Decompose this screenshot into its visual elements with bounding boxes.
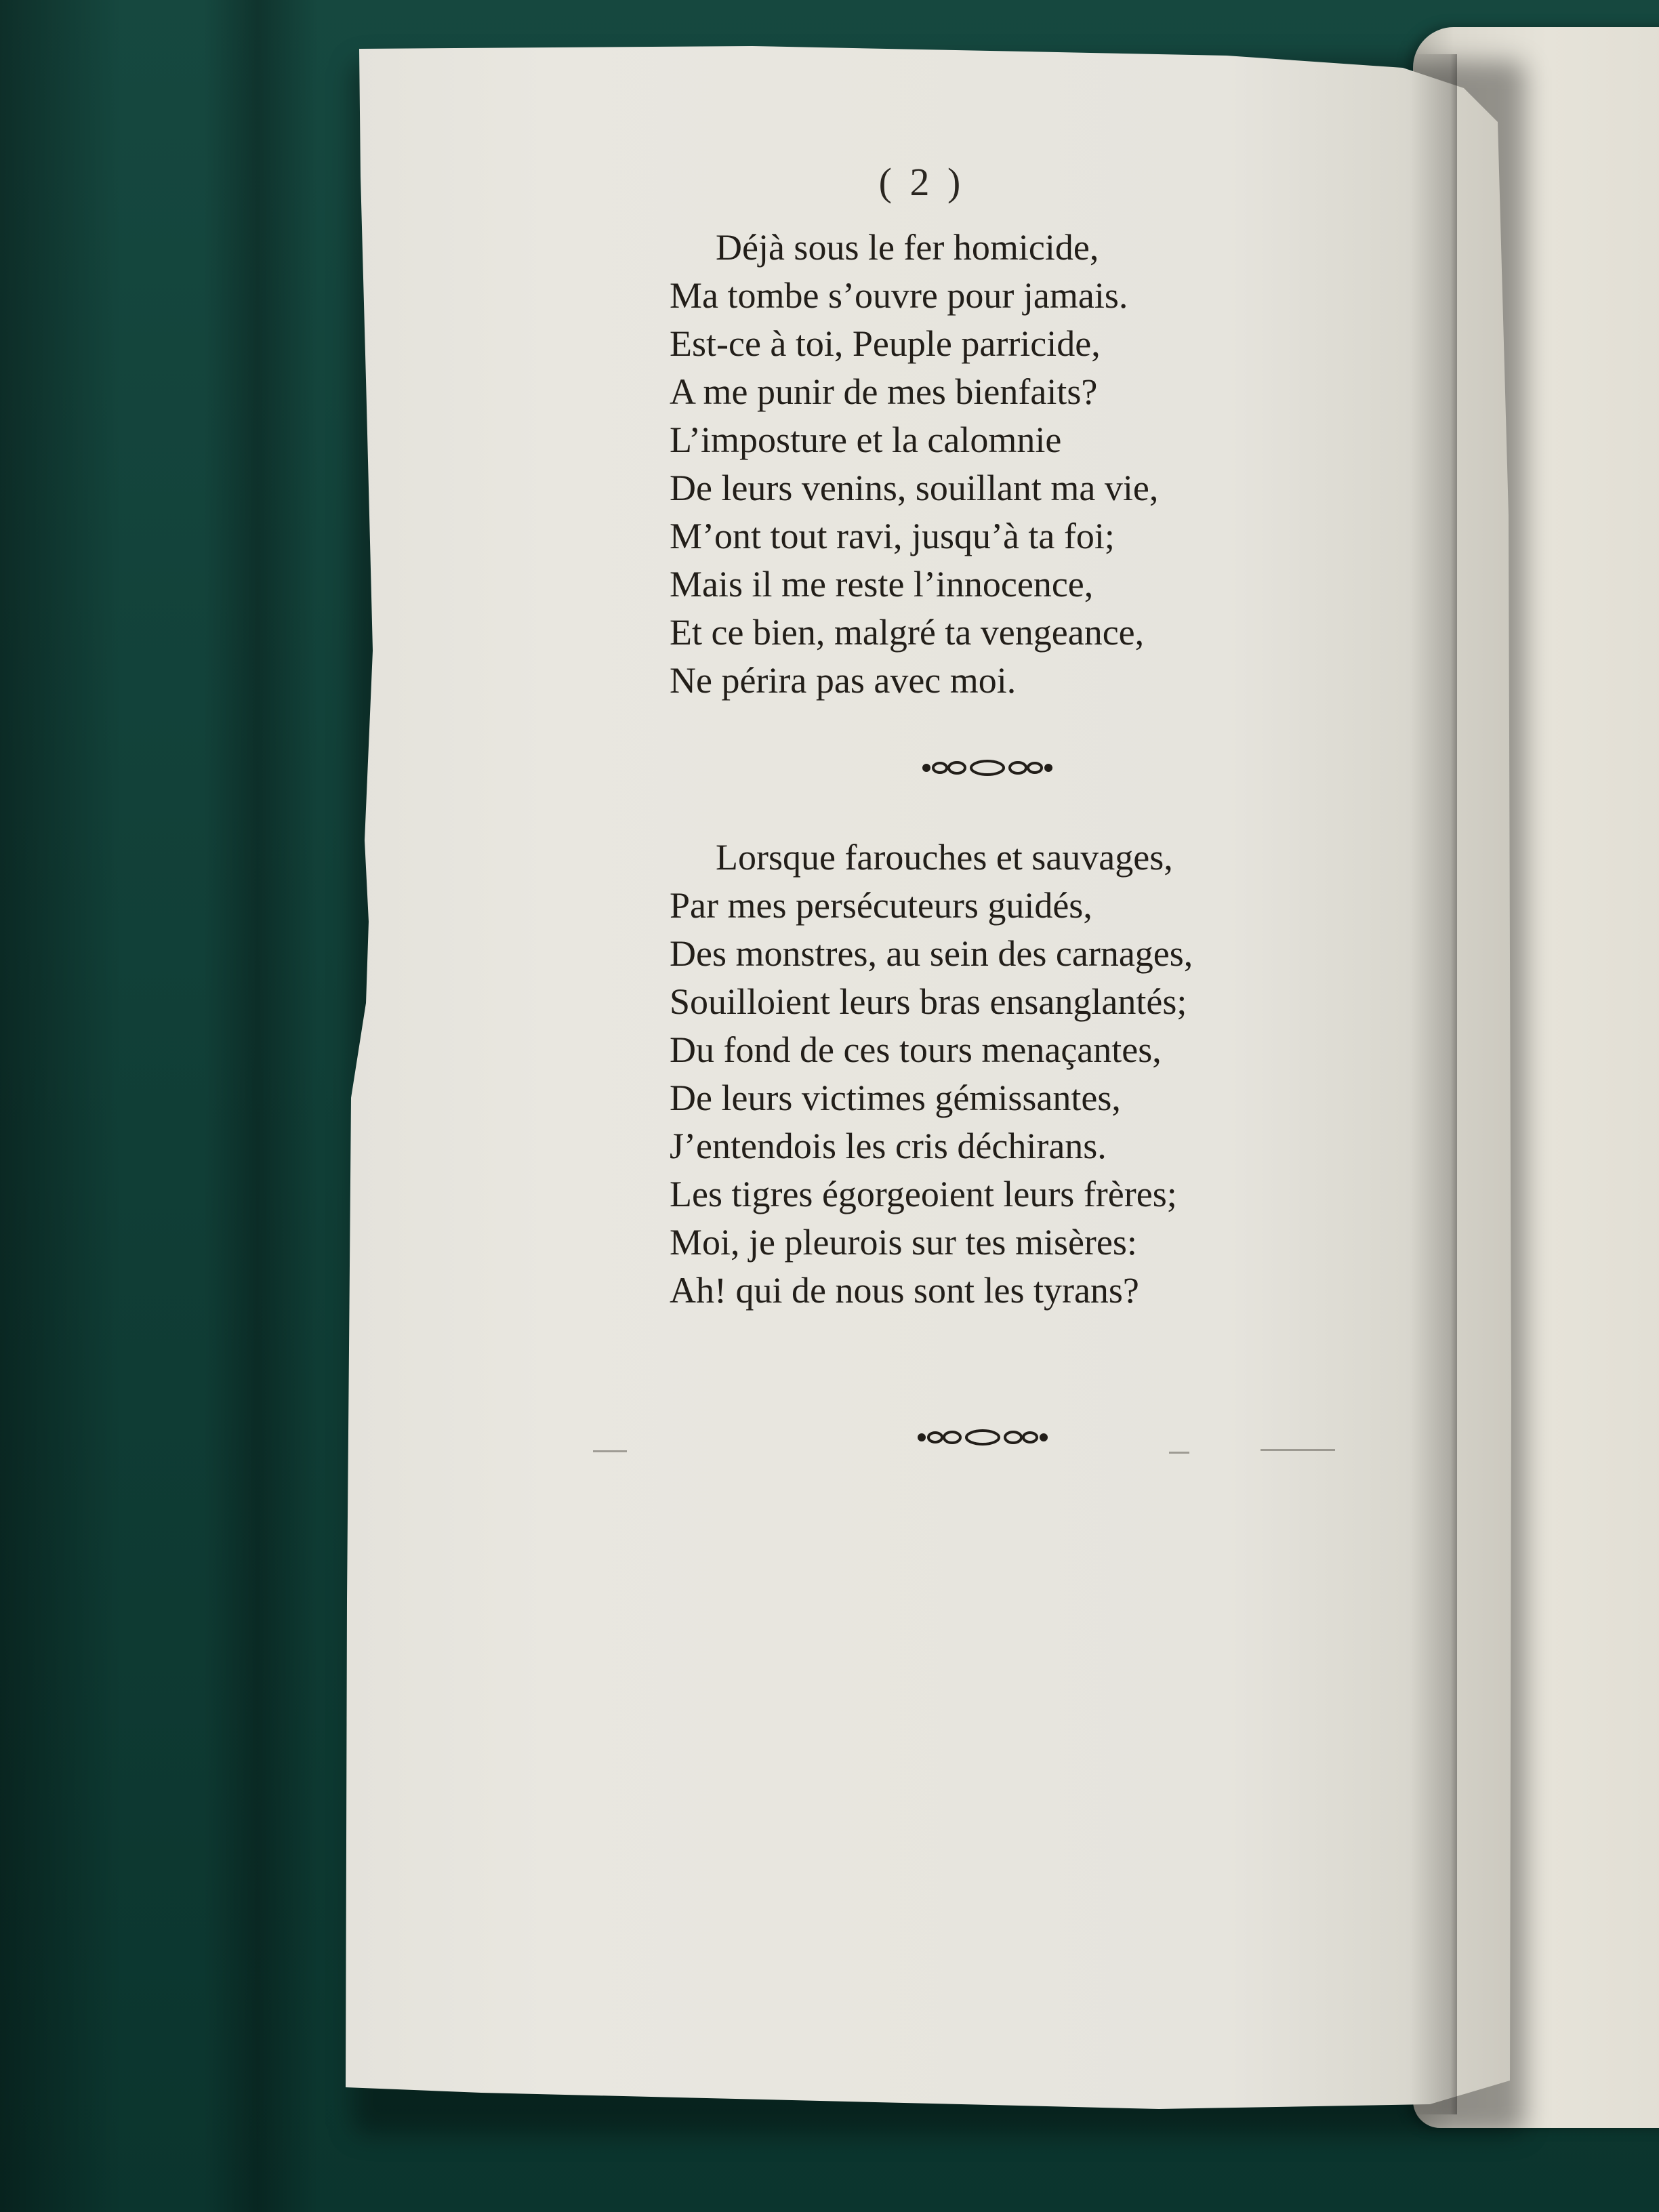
verse-line: A me punir de mes bienfaits? [670, 371, 1098, 412]
verse-line: Souilloient leurs bras ensanglantés; [670, 981, 1187, 1022]
verse-line: Ma tombe s’ouvre pour jamais. [670, 275, 1128, 316]
printer-ornament-icon [915, 1426, 1050, 1449]
verse-line: Ne périra pas avec moi. [670, 660, 1017, 701]
verse-line: L’imposture et la calomnie [670, 419, 1062, 460]
verse-line: Déjà sous le fer homicide, [716, 227, 1099, 268]
verse-line: Par mes persécuteurs guidés, [670, 885, 1092, 926]
stray-ink-mark [1169, 1452, 1189, 1454]
verse-line: Du fond de ces tours menaçantes, [670, 1029, 1162, 1070]
verse-line: M’ont tout ravi, jusqu’à ta foi; [670, 516, 1115, 556]
stray-ink-mark [1261, 1449, 1335, 1451]
stanza-1 [670, 224, 1347, 705]
verse-line: Et ce bien, malgré ta vengeance, [670, 612, 1145, 653]
page-gutter [1410, 54, 1457, 2114]
stray-ink-mark [593, 1450, 627, 1452]
verse-line: Moi, je pleurois sur tes misères: [670, 1222, 1137, 1263]
verse-line: Lorsque farouches et sauvages, [716, 837, 1173, 878]
page-number: ( 2 ) [878, 160, 965, 204]
printer-ornament-icon [920, 756, 1055, 779]
verse-line: Est-ce à toi, Peuple parricide, [670, 323, 1101, 364]
verse-line: De leurs venins, souillant ma vie, [670, 468, 1159, 508]
verse-line: J’entendois les cris déchirans. [670, 1126, 1107, 1166]
stanza-2 [670, 834, 1347, 1315]
verse-line: Mais il me reste l’innocence, [670, 564, 1094, 605]
verse-line: De leurs victimes gémissantes, [670, 1078, 1121, 1118]
verse-line: Les tigres égorgeoient leurs frères; [670, 1174, 1177, 1214]
verse-line: Des monstres, au sein des carnages, [670, 933, 1193, 974]
verse-line: Ah! qui de nous sont les tyrans? [670, 1270, 1139, 1311]
